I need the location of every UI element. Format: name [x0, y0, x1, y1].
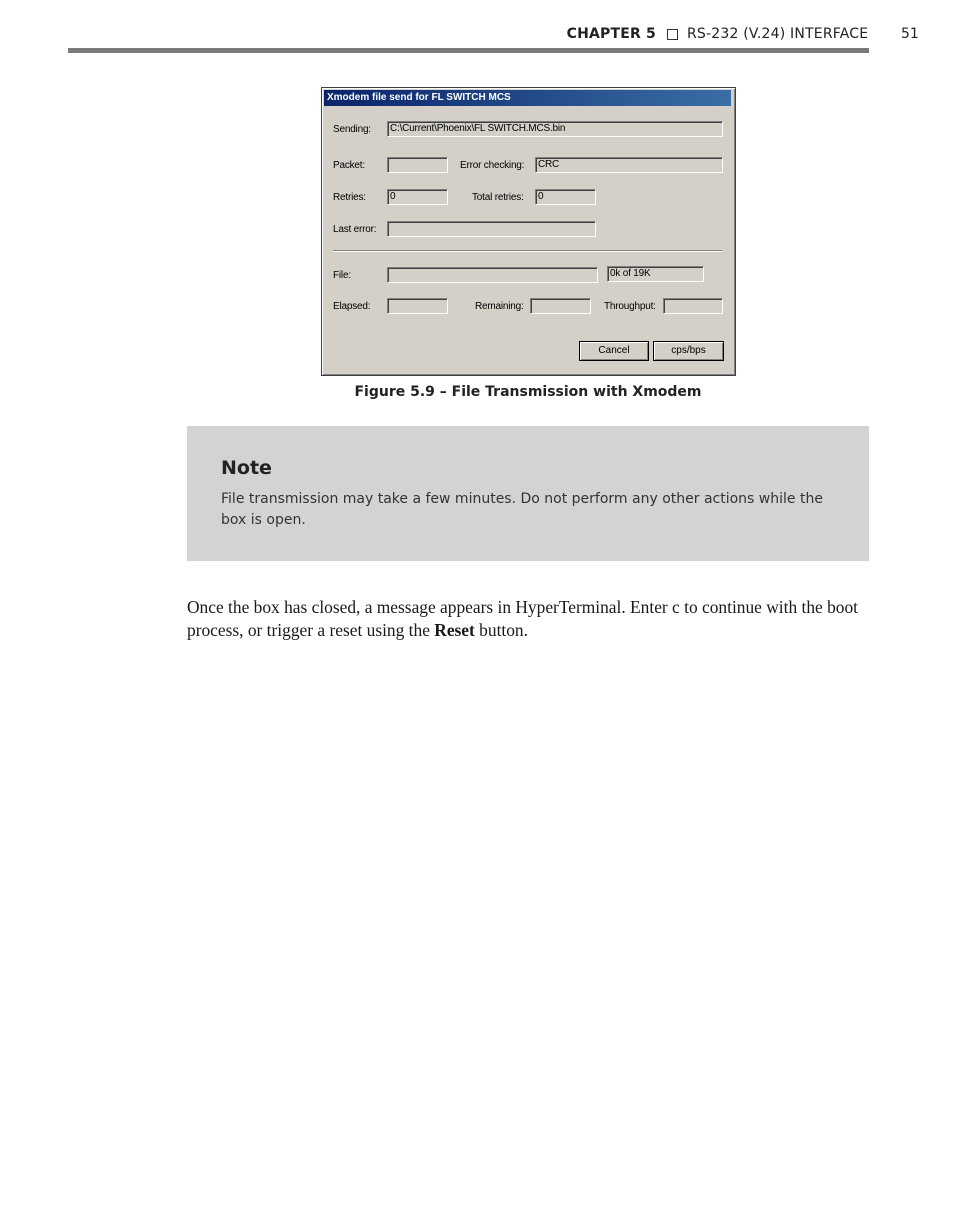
file-size-field: 0k of 19K: [607, 266, 704, 282]
file-label: File:: [333, 270, 351, 281]
separator-box-icon: [667, 29, 678, 40]
note-title: Note: [221, 457, 272, 479]
elapsed-field: [387, 298, 448, 314]
reset-bold-text: Reset: [434, 620, 475, 640]
total-retries-label: Total retries:: [472, 192, 524, 203]
remaining-label: Remaining:: [475, 301, 524, 312]
chapter-title: RS-232 (V.24) INTERFACE: [687, 26, 869, 42]
total-retries-field: 0: [535, 189, 596, 205]
dialog-title-bar: Xmodem file send for FL SWITCH MCS: [324, 90, 731, 106]
dialog-separator: [333, 250, 722, 252]
packet-label: Packet:: [333, 160, 365, 171]
body-text-end: button.: [474, 620, 528, 640]
retries-field: 0: [387, 189, 448, 205]
page-header: [0, 24, 954, 48]
error-checking-label: Error checking:: [460, 160, 525, 171]
note-box: [187, 426, 869, 561]
note-text: File transmission may take a few minutes. Do not perform any other actions while the box is open.: [221, 491, 823, 528]
page-number: 51: [901, 26, 919, 42]
remaining-field: [530, 298, 591, 314]
body-text-start: Once the box has closed, a message appears in HyperTerminal. Enter c to continue with the boot process, or trigger a reset using the: [187, 597, 859, 640]
retries-label: Retries:: [333, 192, 366, 203]
throughput-field: [663, 298, 723, 314]
chapter-label: CHAPTER 5: [566, 26, 656, 42]
error-checking-field: CRC: [535, 157, 723, 173]
file-progress-bar: [387, 267, 598, 283]
packet-field: [387, 157, 448, 173]
sending-field: C:\Current\Phoenix\FL SWITCH.MCS.bin: [387, 121, 723, 137]
xmodem-dialog: [321, 87, 736, 376]
sending-label: Sending:: [333, 124, 371, 135]
header-rule: [68, 48, 869, 53]
throughput-label: Throughput:: [604, 301, 656, 312]
body-paragraph: [187, 596, 877, 642]
cps-bps-button[interactable]: cps/bps: [653, 341, 724, 361]
elapsed-label: Elapsed:: [333, 301, 371, 312]
last-error-field: [387, 221, 596, 237]
last-error-label: Last error:: [333, 224, 377, 235]
figure-caption: Figure 5.9 – File Transmission with Xmodem: [354, 384, 702, 400]
cancel-button[interactable]: Cancel: [579, 341, 649, 361]
